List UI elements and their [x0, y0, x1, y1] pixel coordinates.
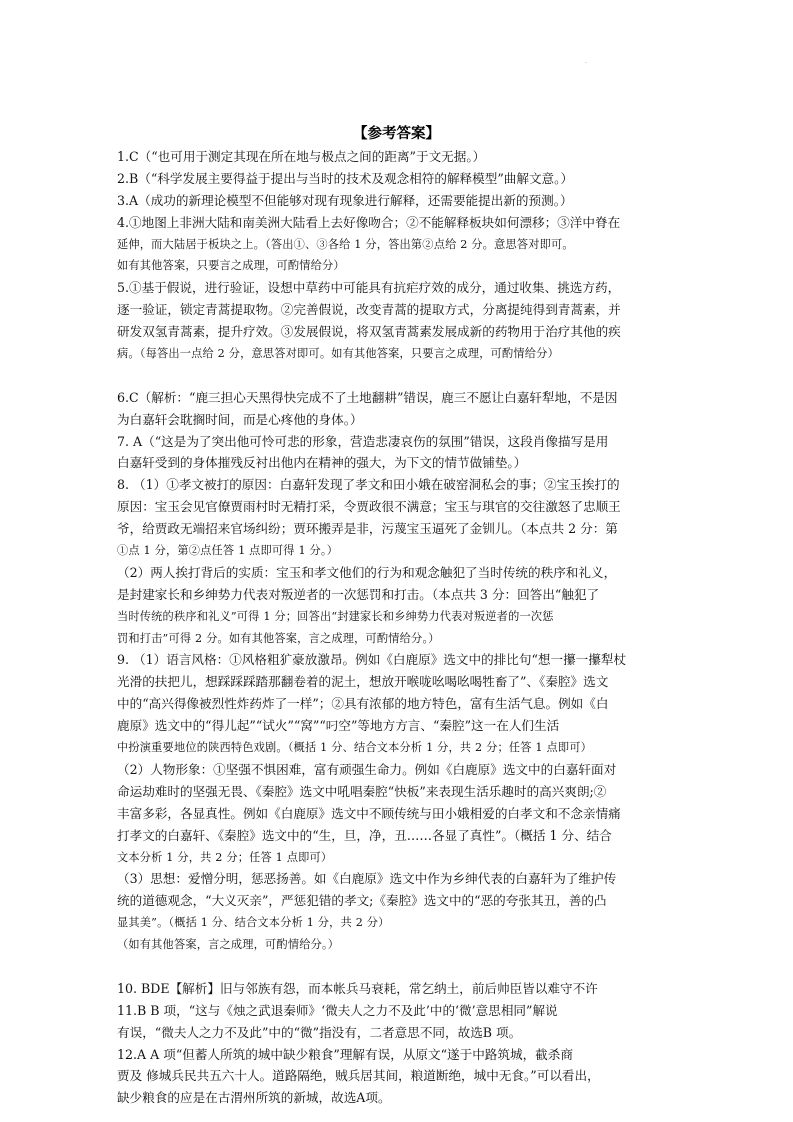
- spacer: [117, 956, 677, 978]
- answer-line: 如有其他答案，只要言之成理，可酌情给分）: [117, 259, 345, 273]
- corner-mark: ·: [585, 60, 587, 67]
- answer-line: 11.B B 项，“这与《烛之武退秦师》‘微夫人之力不及此’中的‘微’意思相同”解说: [117, 1002, 558, 1018]
- answer-line: 为白嘉轩会耽搁时间，而是心疼他的身体。）: [117, 411, 363, 427]
- answer-q8: [117, 474, 677, 649]
- answer-line: 贾及 修城兵民共五六十人。道路隔绝，贼兵居其间，粮道断绝，城中无食。”可以看出，: [117, 1068, 600, 1084]
- answer-line: 8. （1）①孝文被打的原因：白嘉轩发现了孝文和田小娥在破窑洞私会的事；②宝玉挨打的: [117, 477, 620, 493]
- answer-line: 5.①基于假说，进行验证，设想中草药中可能具有抗疟疗效的成分，通过收集、挑选方药，: [117, 280, 621, 296]
- answer-q2: 2.B（“科学发展主要得益于提出与当时的技术及观念相符的解释模型”曲解文意。）: [117, 170, 574, 186]
- answer-line: 缺少粮食的应是在古渭州所筑的新城，故选A项。: [117, 1090, 391, 1106]
- answer-line: 当时传统的秩序和礼义”可得 1 分；回答出“封建家长和乡绅势力代表对叛逆者的一次惩: [117, 609, 554, 623]
- answer-line: 6.C（解析：“鹿三担心天黑得快完成不了土地翻耕”错误，鹿三不愿让白嘉轩犁地，不是因: [117, 389, 618, 405]
- page-title: 【参考答案】: [353, 126, 440, 142]
- answer-line: 9. （1）语言风格：①风格粗犷豪放激昂。例如《白鹿原》选文中的排比句“想一攥一攥犁杖: [117, 652, 627, 668]
- spacer: [117, 365, 677, 387]
- answer-line: 7. A（“这是为了突出他可怜可悲的形象，营造悲凄哀伤的氛围”错误，这段肖像描写是用: [117, 433, 609, 449]
- answer-line: 原因：宝玉会见官僚贾雨村时无精打采，令贾政很不满意；宝玉与琪官的交往激怒了忠顺王: [117, 499, 621, 515]
- answer-line: 打孝文的白嘉轩、《秦腔》选文中的“生，旦，净，丑……各显了真性”。（概括 1 分、结合: [117, 827, 612, 843]
- answer-q9: [117, 649, 677, 955]
- answer-line: 罚和打击”可得 2 分。如有其他答案，言之成理，可酌情给分。）: [117, 631, 440, 645]
- answer-line: （2）两人挨打背后的实质：宝玉和孝文他们的行为和观念触犯了当时传统的秩序和礼义，: [117, 564, 617, 580]
- answer-line: ①点 1 分，第②点任答 1 点即可得 1 分。）: [117, 544, 339, 558]
- answer-line: 文本分析 1 分，共 2 分；任答 1 点即可）: [117, 850, 333, 864]
- answer-line: 光滑的扶把儿，想踩踩踩踏那翻卷着的泥土，想放开喉咙吆喝吆喝牲畜了”、《秦腔》选文: [117, 674, 609, 690]
- answer-q7: [117, 431, 677, 475]
- answer-line: （2）人物形象：①坚强不惧困难，富有顽强生命力。例如《白鹿原》选文中的白嘉轩面对: [117, 761, 617, 777]
- answer-line: 鹿原》选文中的“得儿起”“试火”“窝”“叼空”等地方方言、“秦腔”这一在人们生活: [117, 718, 560, 734]
- answer-line: 命运劫难时的坚强无畏、《秦腔》选文中吼唱秦腔“快板”来表现生活乐趣时的高兴爽朗;②: [117, 783, 607, 799]
- answer-line: 研发双氢青蒿素，提升疗效。③发展假说，将双氢青蒿素发展成新的药物用于治疗其他的疾: [117, 324, 621, 340]
- answer-q5: [117, 277, 677, 365]
- answer-line: 是封建家长和乡绅势力代表对叛逆者的一次惩罚和打击。（本点共 3 分：回答出“触犯了: [117, 586, 600, 602]
- answer-line: 有误，“微夫人之力不及此”中的“微”指没有，二者意思不同，故选B 项。: [117, 1024, 522, 1040]
- answer-q1: 1.C（“也可用于测定其现在所在地与极点之间的距离”于文无据。）: [117, 149, 486, 164]
- answer-line: 白嘉轩受到的身体摧残反衬出他内在精神的强大，为下文的情节做铺垫。）: [117, 455, 527, 471]
- answer-q10: 10. BDE【解析】旧与邻族有怨，而本帐兵马衰耗，常乞纳土，前后帅臣皆以难守不许: [117, 980, 598, 996]
- answer-q3: 3.A（成功的新理论模型不但能够对现有现象进行解释，还需要能提出新的预测。）: [117, 192, 573, 208]
- answer-q11: [117, 1000, 677, 1044]
- answer-line: 4.①地图上非洲大陆和南美洲大陆看上去好像吻合；②不能解释板块如何漂移；③洋中脊在: [117, 214, 621, 230]
- answer-line: 12.A A 项“但蓄人所筑的城中缺少粮食”理解有误，从原文“遂于中路筑城，截杀商: [117, 1046, 573, 1062]
- answer-line: 显其美”。（概括 1 分、结合文本分析 1 分，共 2 分）: [117, 916, 390, 930]
- answer-line: 爷，给贾政无端招来官场纠纷；贾环搬弄是非，污蔑宝玉逼死了金钏儿。（本点共 2 分：第: [117, 521, 618, 537]
- answer-line: （如有其他答案，言之成理，可酌情给分。）: [117, 938, 340, 952]
- answer-list: [117, 146, 677, 1109]
- answer-line: 中扮演重要地位的陕西特色戏剧。（概括 1 分、结合文本分析 1 分，共 2 分；任答 1 点即可）: [117, 741, 593, 755]
- answer-line: 统的道德观念，“大义灭亲”，严惩犯错的孝文;《秦腔》选文中的“恶的夸张其丑，善的凸: [117, 893, 607, 909]
- answer-line: 病。（每答出一点给 2 分，意思答对即可。如有其他答案，只要言之成理，可酌情给分）: [117, 347, 559, 361]
- answer-line: 逐一验证，锁定青蒿提取物。②完善假说，改变青蒿的提取方式，分离提纯得到青蒿素，并: [117, 302, 621, 318]
- answer-q12: [117, 1044, 677, 1110]
- answer-q6: [117, 387, 677, 431]
- answer-line: 中的“高兴得像被烈性炸药炸了一样”；②具有浓郁的地方特色，富有生活气息。例如《白: [117, 696, 609, 712]
- answer-line: 延伸，而大陆居于板块之上。（答出①、③各给 1 分，答出第②点给 2 分。意思答对即可。: [117, 237, 574, 251]
- answer-q4: [117, 212, 677, 278]
- answer-line: 丰富多彩，各显真性。例如《白鹿原》选文中不顾传统与田小娥相爱的白孝文和不念亲情痛: [117, 805, 621, 821]
- answer-line: （3）思想：爱憎分明，惩恶扬善。如《白鹿原》选文中作为乡绅代表的白嘉轩为了维护传: [117, 871, 617, 887]
